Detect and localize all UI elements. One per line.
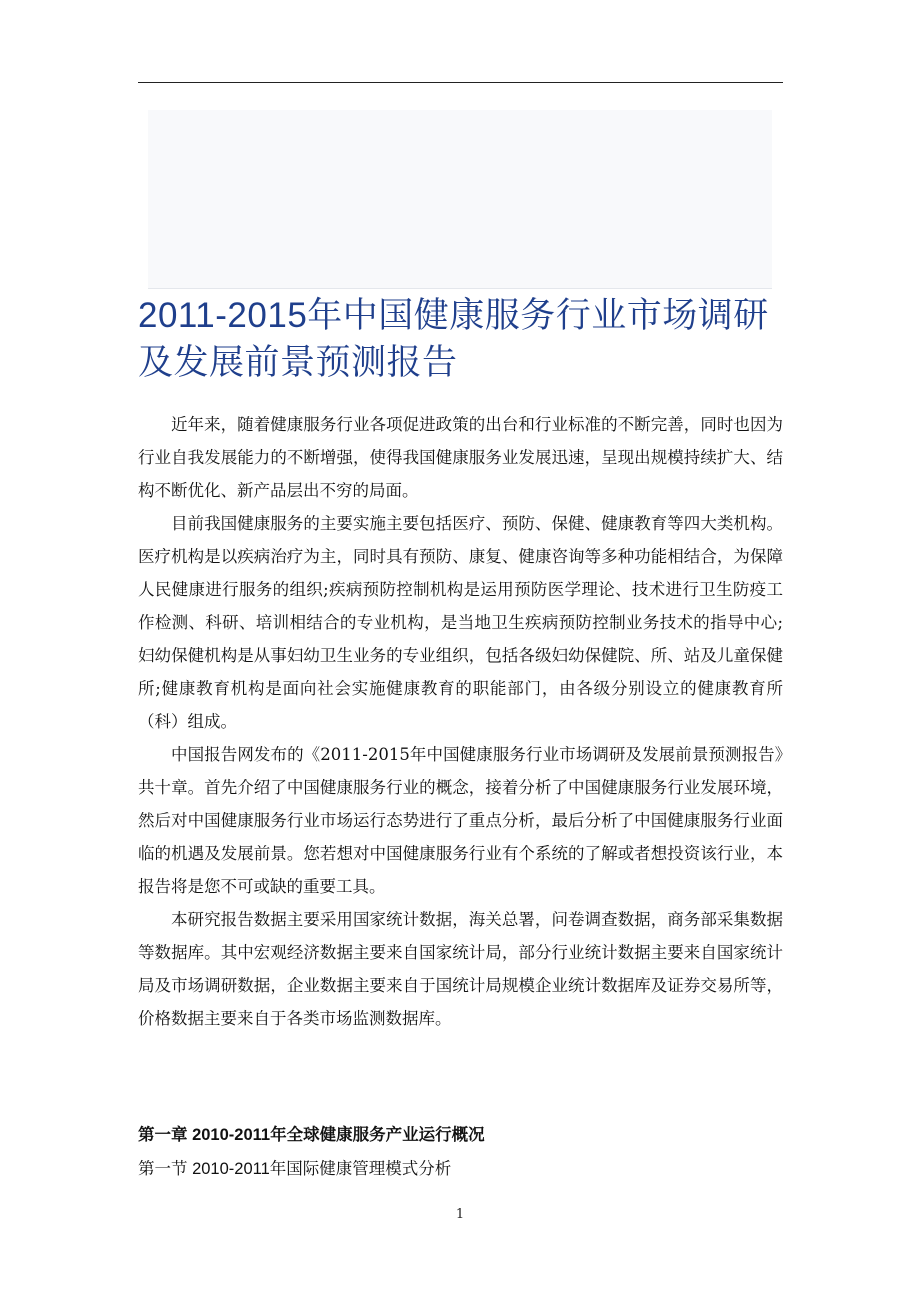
- table-of-contents: [138, 1118, 783, 1186]
- page-number: 1: [455, 1207, 465, 1222]
- banner-image: [148, 110, 772, 289]
- document-title: 2011-2015年中国健康服务行业市场调研及发展前景预测报告: [138, 296, 769, 382]
- toc-section-heading: 第一节 2010-2011年国际健康管理模式分析: [138, 1160, 452, 1178]
- document-body: [138, 408, 783, 1035]
- paragraph-intro: 近年来，随着健康服务行业各项促进政策的出台和行业标准的不断完善，同时也因为行业自我发展能力的不断增强，使得我国健康服务业发展迅速，呈现出规模持续扩大、结构不断优化、新产品层出不穷的局面。: [138, 415, 783, 500]
- paragraph-report-summary: 中国报告网发布的《2011-2015年中国健康服务行业市场调研及发展前景预测报告》共十章。首先介绍了中国健康服务行业的概念，接着分析了中国健康服务行业发展环境，然后对中国健康服务行业市场运行态势进行了重点分析，最后分析了中国健康服务行业面临的机遇及发展前景。您若想对中国健康服务行业有个系统的了解或者想投资该行业，本报告将是您不可或缺的重要工具。: [138, 745, 783, 896]
- paragraph-data-sources: 本研究报告数据主要采用国家统计数据，海关总署，问卷调查数据，商务部采集数据等数据库。其中宏观经济数据主要来自国家统计局，部分行业统计数据主要来自国家统计局及市场调研数据，企业数据主要来自于国统计局规模企业统计数据库及证券交易所等，价格数据主要来自于各类市场监测数据库。: [138, 910, 783, 1028]
- header-rule: [138, 82, 783, 83]
- paragraph-institutions: 目前我国健康服务的主要实施主要包括医疗、预防、保健、健康教育等四大类机构。医疗机构是以疾病治疗为主，同时具有预防、康复、健康咨询等多种功能相结合，为保障人民健康进行服务的组织;疾病预防控制机构是运用预防医学理论、技术进行卫生防疫工作检测、科研、培训相结合的专业机构，是当地卫生疾病预防控制业务技术的指导中心;妇幼保健机构是从事妇幼卫生业务的专业组织，包括各级妇幼保健院、所、站及儿童保健所;健康教育机构是面向社会实施健康教育的职能部门，由各级分别设立的健康教育所（科）组成。: [138, 514, 783, 731]
- toc-chapter-heading: 第一章 2010-2011年全球健康服务产业运行概况: [138, 1126, 485, 1144]
